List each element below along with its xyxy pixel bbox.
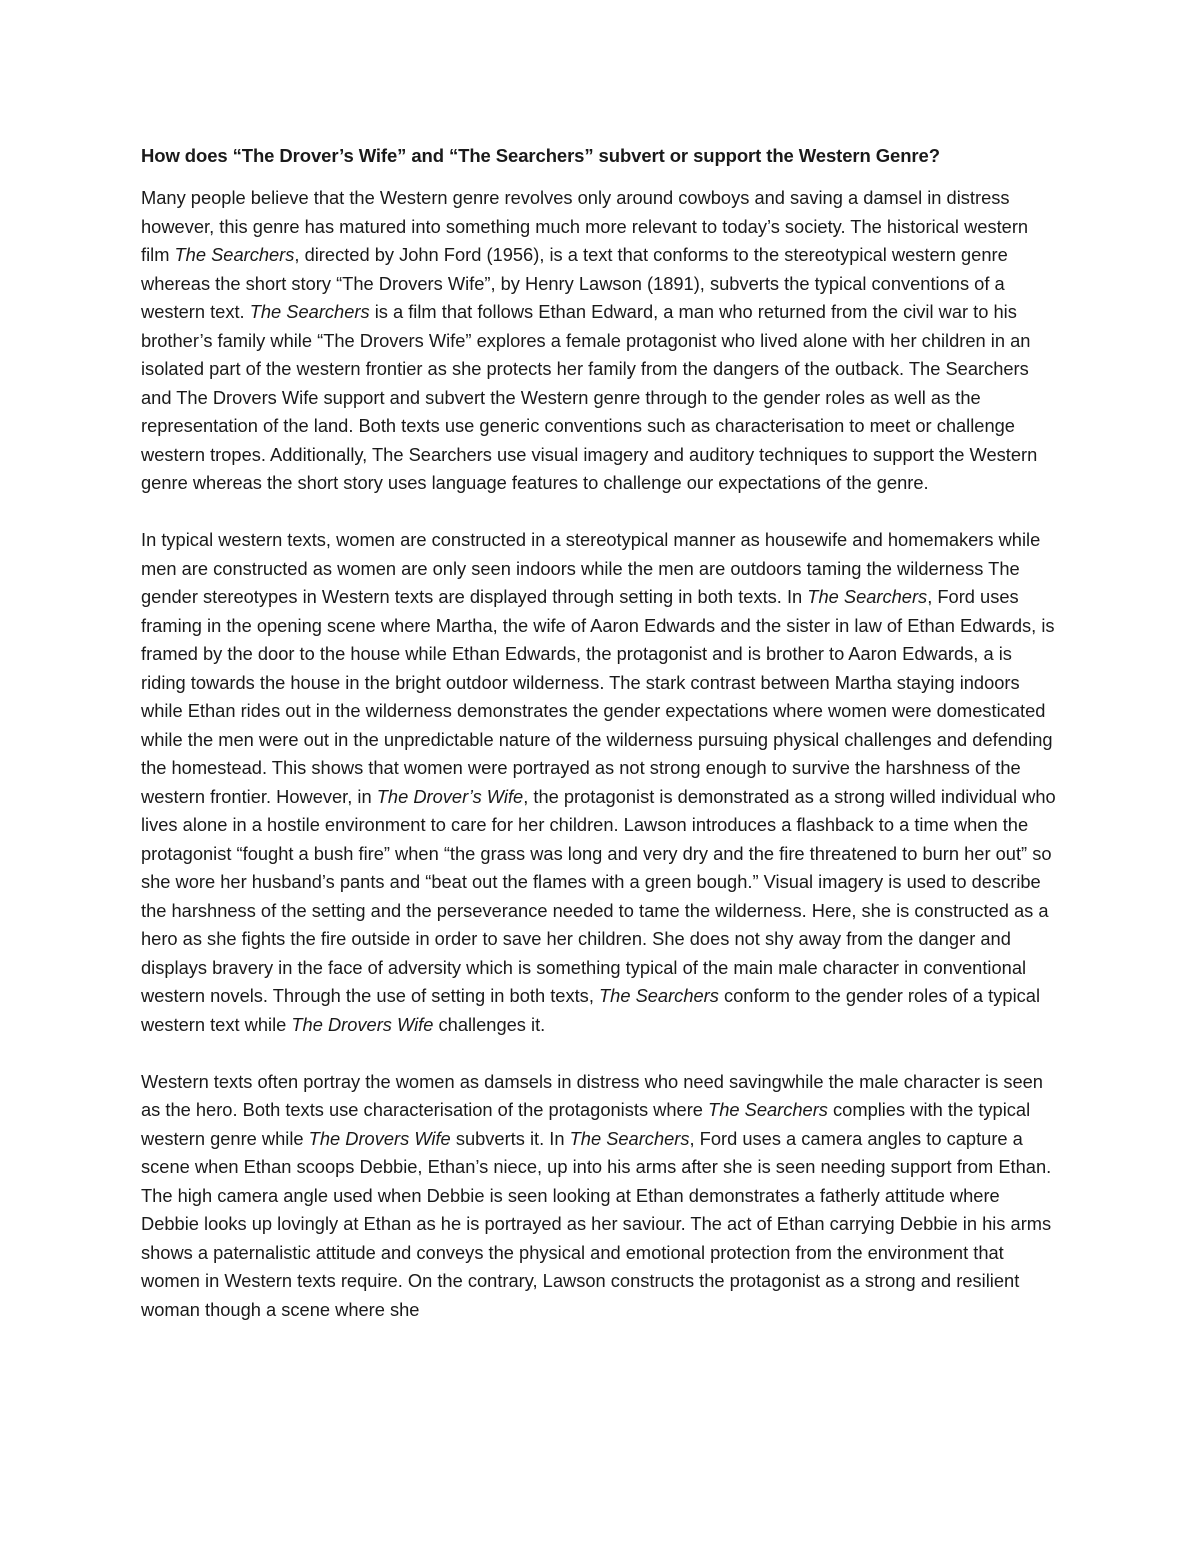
text-run: conform to the gender roles of a typical western text while bbox=[141, 985, 1040, 1035]
paragraph-characterisation bbox=[141, 1068, 1059, 1325]
text-run: In typical western texts, women are constructed in a stereotypical manner as housewife and homemakers while men are constructed as women are only seen indoors while the men are outdoors taming the wilderness The gender stereotypes in Western texts are displayed through setting in both texts. In bbox=[141, 529, 1041, 607]
italic-film-title: The Searchers bbox=[249, 301, 370, 322]
italic-film-title: The Searchers bbox=[569, 1127, 690, 1149]
text-run: Many people believe that the Western genre revolves only around cowboys and saving a damsel in distress however, this genre has matured into something much more relevant to today’s society. The historical western film bbox=[141, 187, 1029, 265]
text-run: , Ford uses a camera angles to capture a scene when Ethan scoops Debbie, Ethan’s niece, up into his arms after she is seen needing support from Ethan. The high camera angle used when Debbie is seen looking at Ethan demonstrates a fatherly attitude where Debbie looks up lovingly at Ethan as he is portrayed as her saviour. The act of Ethan carrying Debbie in his arms shows a paternalistic attitude and conveys the physical and emotional protection from the environment that women in Western texts require. On the contrary, Lawson constructs the protagonist as a strong and resilient woman though a scene where she bbox=[141, 1127, 1052, 1320]
document-title: How does “The Drover’s Wife” and “The Searchers” subvert or support the Western Genre? bbox=[141, 145, 940, 166]
paragraph-setting bbox=[141, 526, 1059, 1039]
text-run: complies with the typical western genre while bbox=[141, 1099, 1031, 1149]
text-run: , the protagonist is demonstrated as a strong willed individual who lives alone in a hostile environment to care for her children. Lawson introduces a flashback to a time when the protagonist “fought a bush fire” when “the grass was long and very dry and the fire threatened to burn her out” so she wore her husband’s pants and “beat out the flames with a green bough.” Visual imagery is used to describe the harshness of the setting and the perseverance needed to tame the wilderness. Here, she is constructed as a hero as she fights the fire outside in order to save her children. She does not shy away from the danger and displays bravery in the face of adversity which is something typical of the main male character in conventional western novels. Through the use of setting in both texts, bbox=[141, 785, 1056, 1006]
text-run: is a film that follows Ethan Edward, a man who returned from the civil war to his brother’s family while “The Drovers Wife” explores a female protagonist who lived alone with her children in an isolated part of the western frontier as she protects her family from the dangers of the outback. The Searchers and The Drovers Wife support and subvert the Western genre through to the gender roles as well as the representation of the land. Both texts use generic conventions such as characterisation to meet or challenge western tropes. Additionally, The Searchers use visual imagery and auditory techniques to support the Western genre whereas the short story uses language features to challenge our expectations of the genre. bbox=[141, 301, 1038, 493]
text-run: challenges it. bbox=[433, 1013, 546, 1035]
italic-story-title: The Drovers Wife bbox=[308, 1127, 451, 1149]
italic-story-title: The Drover’s Wife bbox=[376, 785, 524, 807]
text-run: Western texts often portray the women as damsels in distress who need savingwhile the male character is seen as the hero. Both texts use characterisation of the protagonists where bbox=[141, 1070, 1043, 1120]
paragraph-introduction bbox=[141, 184, 1059, 498]
italic-film-title: The Searchers bbox=[598, 985, 719, 1006]
document-body bbox=[141, 142, 1059, 1324]
italic-film-title: The Searchers bbox=[708, 1099, 828, 1120]
text-run: subverts it. In bbox=[450, 1127, 570, 1149]
italic-story-title: The Drovers Wife bbox=[291, 1013, 434, 1035]
italic-film-title: The Searchers bbox=[174, 244, 295, 265]
text-run: , directed by John Ford (1956), is a text that conforms to the stereotypical western genre whereas the short story “The Drovers Wife”, by Henry Lawson (1891), subverts the typical conventions of a western text. bbox=[141, 244, 1008, 322]
text-run: , Ford uses framing in the opening scene where Martha, the wife of Aaron Edwards and the sister in law of Ethan Edwards, is framed by the door to the house while Ethan Edwards, the protagonist and is brother to Aaron Edwards, a is riding towards the house in the bright outdoor wilderness. The stark contrast between Martha staying indoors while Ethan rides out in the wilderness demonstrates the gender expectations where women were domesticated while the men were out in the unpredictable nature of the wilderness pursuing physical challenges and defending the homestead. This shows that women were portrayed as not strong enough to survive the harshness of the western frontier. However, in bbox=[141, 586, 1055, 807]
italic-film-title: The Searchers bbox=[807, 586, 928, 607]
